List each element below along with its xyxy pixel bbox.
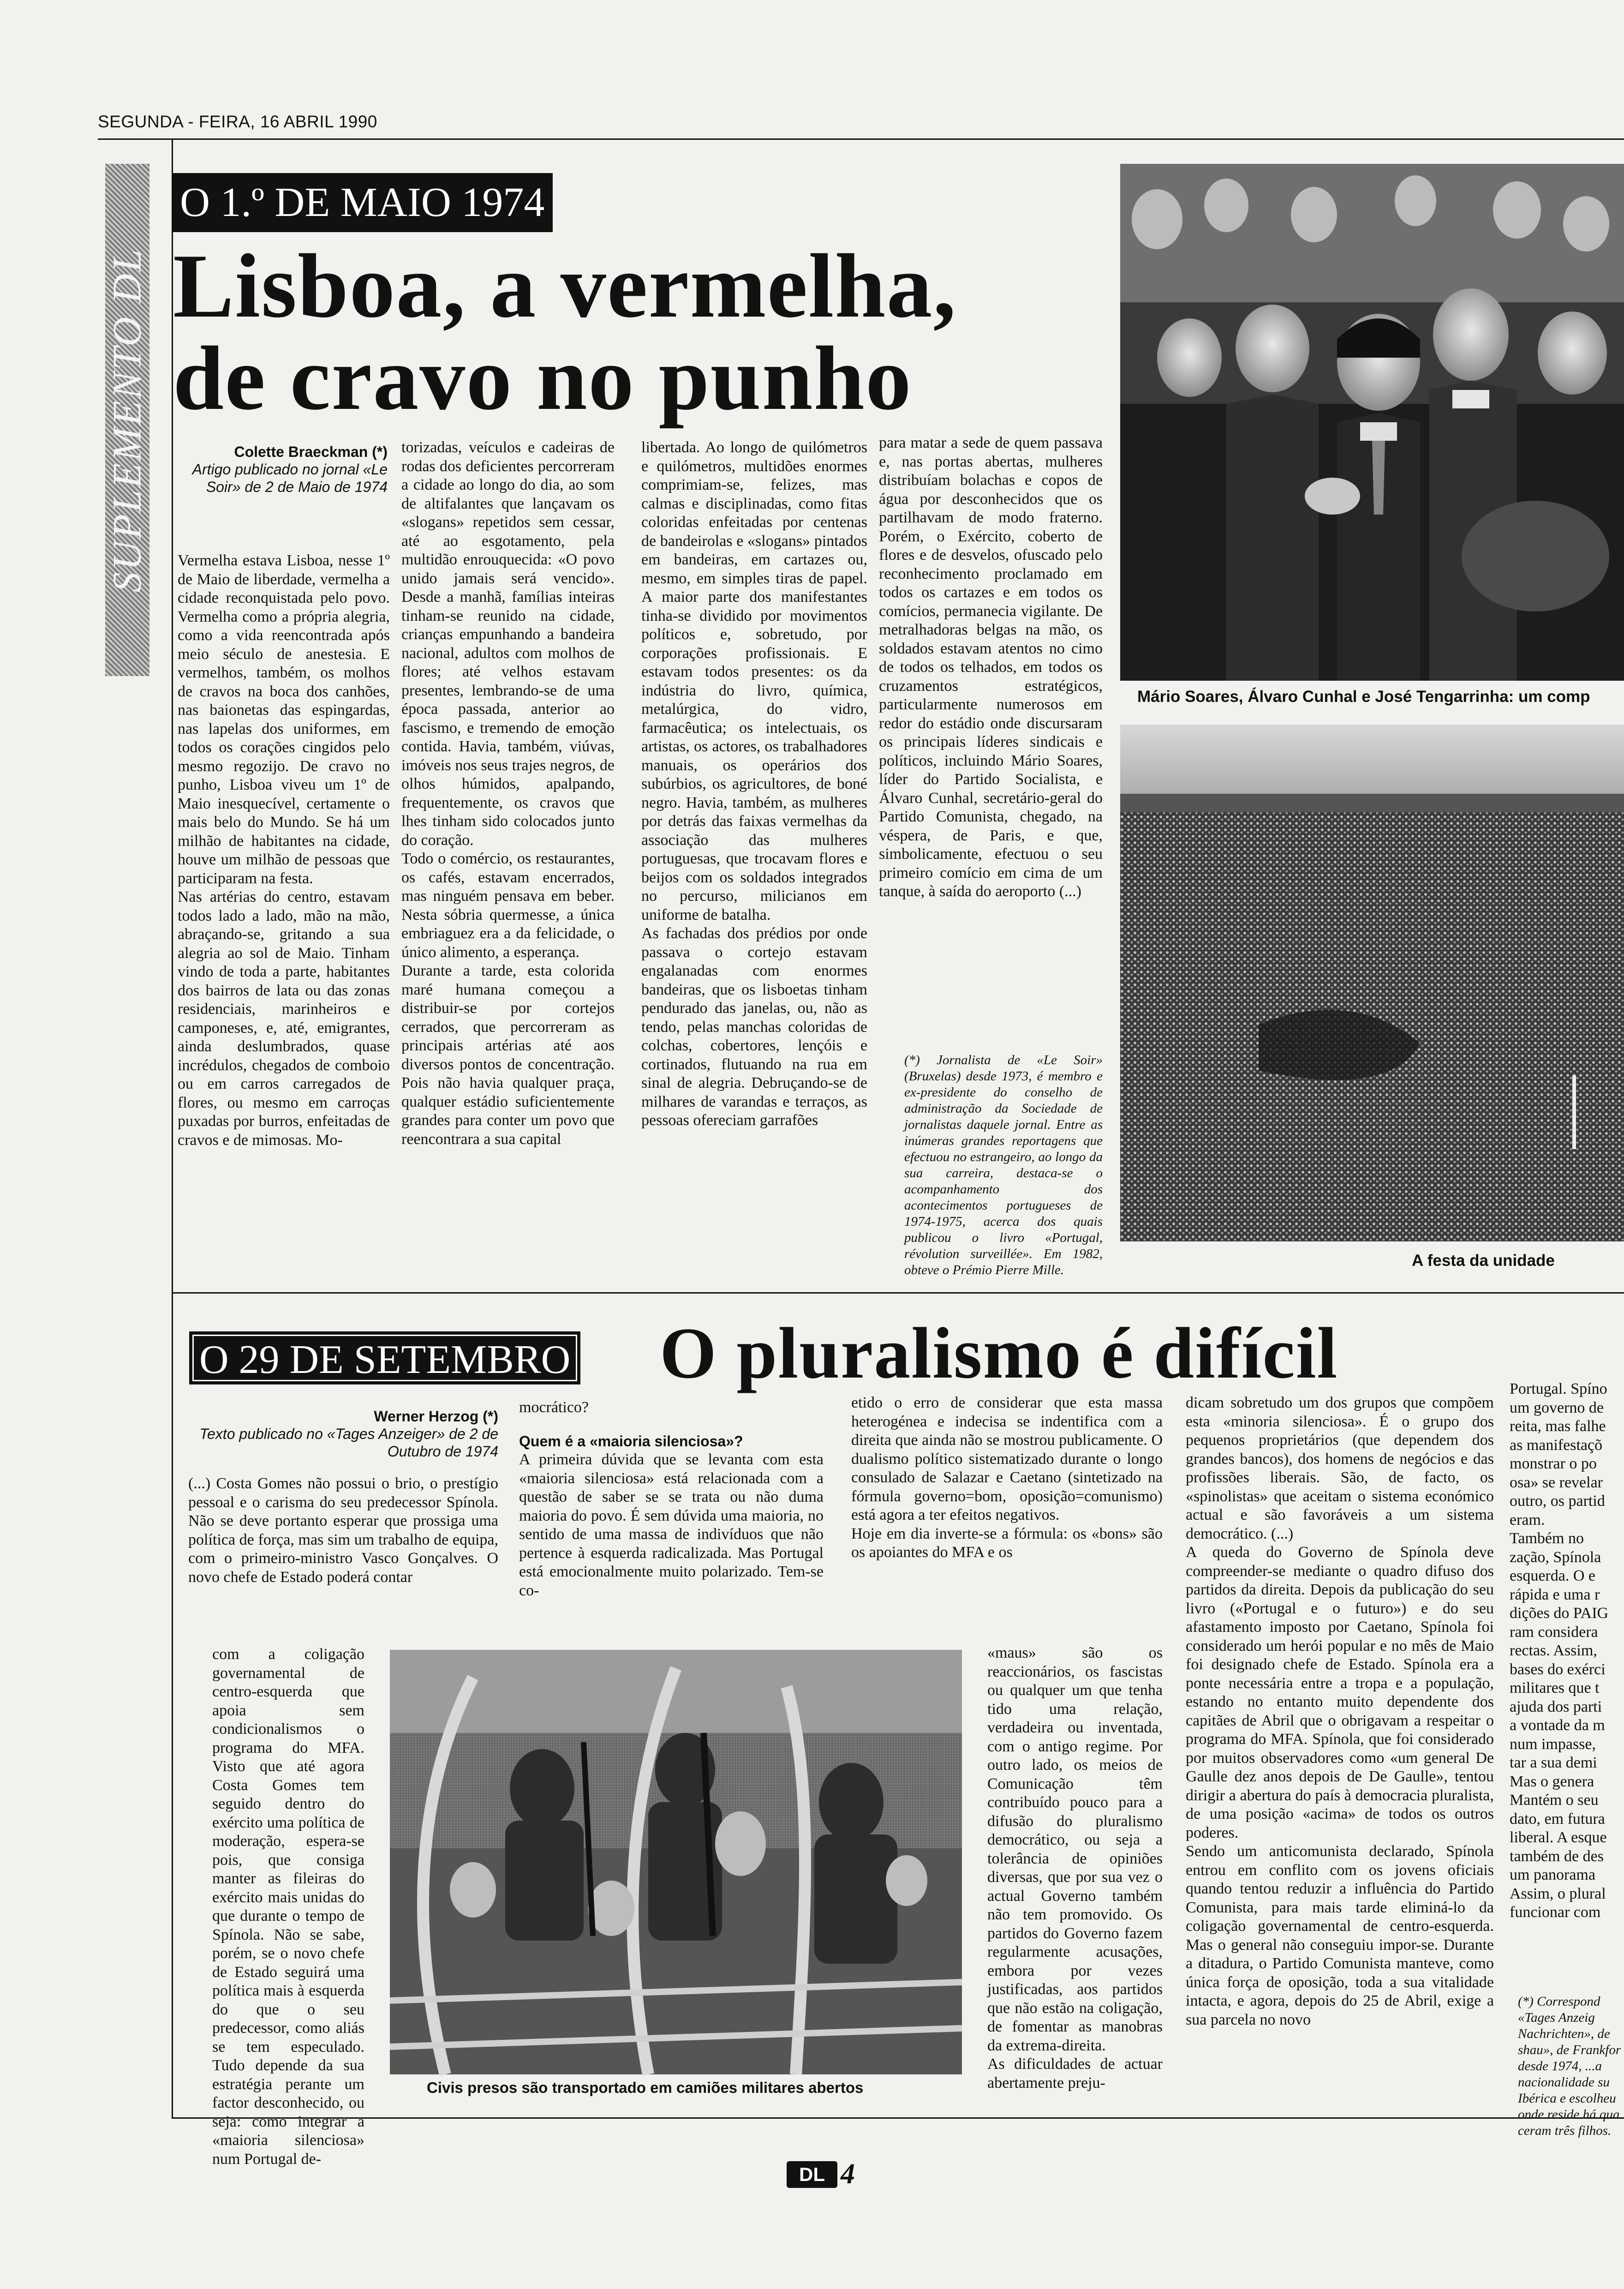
article2-col5-note [1518, 1994, 1624, 2138]
article2-col3-text: etido o erro de considerar que esta massa heterogénea e indecisa se indentifica com a direita que ainda não se mostrou publicamente. O dualismo político sistematizado durante o longo consulado de Salazar e Caetano (sintetizado na fórmula governo=bom, oposição=comunismo) está agora a ter efeitos negativos. Hoje em dia inverte-se a fórmula: os «bons» são os apoiantes do MFA e os [851, 1394, 1163, 1561]
article1-col2 [401, 438, 615, 1283]
article2-col1-top [188, 1474, 498, 1644]
frame-bottom-rule [172, 2117, 1624, 2119]
frame-left-rule [172, 138, 173, 2118]
article1-headline-line2: de cravo no punho [173, 328, 912, 429]
article2-col5-note-text: (*) Correspond «Tages Anzeig Nachrichten», de shau», de Frankfor desde 1974, ...a nacionalidade su Ibérica e escolheu onde reside há qua ceram três filhos. [1518, 1994, 1621, 2138]
date-line: SEGUNDA - FEIRA, 16 ABRIL 1990 [98, 112, 377, 131]
article2-col3b-text: «maus» são os reaccionários, os fascistas ou qualquer um que tenha tido uma relação, verdadeira ou inventada, com o antigo regime. Por outro lado, os meios de Comunicação têm contribuído pouco para a difusão do pluralismo democrático, ou seja a tolerância de opiniões diversas, que por sua vez o actual Governo também não tem promovido. Os partidos do Governo fazem regularmente acusações, embora por vezes justificadas, aos partidos que não estão na coligação, de fomentar as manobras da extrema-direita. As dificuldades de actuar abertamente preju- [987, 1644, 1163, 2091]
photo-politicians [1120, 164, 1624, 681]
article1-headline [173, 235, 1105, 429]
article2-kicker: O 29 DE SETEMBRO [189, 1331, 580, 1384]
article1-headline-line1: Lisboa, a vermelha, [173, 235, 957, 336]
article1-author: Colette Braeckman (*) [234, 443, 388, 460]
photo-crowd [1120, 725, 1624, 1241]
side-banner [105, 164, 149, 676]
article1-col3 [641, 438, 867, 1283]
article2-col5-text: Portugal. Spíno um governo de reita, mas falhe as manifestaçõ monstrar o po osa» se revelar outro, os partid eram. Também no zação, Spínola esquerda. O e rápida e uma r dições do PAIG ram considera rectas. Assim, bases do exérci militares que t ajuda dos parti a vontade da m num impasse, tar a sua demi Mas o genera Mantém o seu dato, em futura liberal. A esque também de des um panorama Assim, o plural funcionar com [1510, 1380, 1609, 1921]
page-number: 4 [841, 2158, 855, 2190]
article1-col4 [879, 434, 1103, 1034]
article2-col4 [1186, 1394, 1494, 2107]
article2-col4-text: dicam sobretudo um dos grupos que compõem esta «minoria silenciosa». É o grupo dos pequenos proprietários (que dependem dos grandes bancos), dos homens de negócios e das profissões liberais. São, de facto, os «spinolistas» que aceitam o sistema económico actual e são favoráveis a um sistema democrático. (...) A queda do Governo de Spínola deve compreender-se mediante o quadro difuso dos partidos da direita. Depois da publicação do seu livro («Portugal e o futuro») e do seu afastamento imposto por Caetano, Spínola foi considerado um herói popular e no mês de Maio foi designado chefe de Estado. Spínola era a ponte necessária entre a tropa e a população, estando no entanto muito dependente dos capitães de Abril que o obrigavam a respeitar o programa do MFA. Spínola, que foi considerado por muitos observadores como «um general De Gaulle dez anos depois de De Gaulle», tentou dirigir a abertura do país à democracia pluralista, de uma posição «acima» de todos os outros poderes. Sendo um anticomunista declarado, Spínola entrou em conflito com os jovens oficiais quando tentou reduzir a influência do Partido Comunista, para mais tarde eliminá-lo da coligação governamental de centro-esquerda. Mas o general não conseguiu impor-se. Durante a ditadura, o Partido Comunista manteve, como única força de oposição, toda a sua vitalidade intacta, e agora, depois do 25 de Abril, exige a sua parcela no novo [1186, 1394, 1494, 2028]
photo-crowd-image [1120, 725, 1624, 1241]
photo-prisoners-caption: Civis presos são transportado em camiões militares abertos [427, 2079, 864, 2096]
header-rule [98, 138, 1624, 140]
article2-col2-top: mocrático? [519, 1399, 589, 1416]
article1-footnote-text: (*) Jornalista de «Le Soir» (Bruxelas) desde 1973, é membro e ex-presidente do conselho de administração da Sociedade de jornalistas daquele jornal. Entre as inúmeras grandes reportagens que efectuou no estrangeiro, ao longo da sua carreira, destaca-se o acompanhamento dos acontecimentos portugueses de 1974-1975, acerca dos quais publicou o livro «Portugal, révolution surveillée». Em 1982, obteve o Prémio Pierre Mille. [904, 1053, 1103, 1277]
article1-col1-text: Vermelha estava Lisboa, nesse 1º de Maio de liberdade, vermelha a cidade reconquistada pelo povo. Vermelha como a própria alegria, como a vida reencontrada após meio século de anestesia. E vermelhos, também, os molhos de cravos na boca dos canhões, nas baionetas das espingardas, nas lapelas dos uniformes, em todos os corações cingidos pelo mesmo regozijo. De cravo no punho, Lisboa viveu um 1º de Maio inesquecível, certamente o mais belo do Mundo. Se há um milhão de habitantes na cidade, houve um milhão de pessoas que participaram na festa. Nas artérias do centro, estavam todos lado a lado, mão na mão, abraçando-se, gritando a sua alegria ao sol de Maio. Tinham vindo de toda a parte, habitantes dos bairros de lata ou das zonas residenciais, marinheiros e camponeses, e, até, emigrantes, ainda deslumbrados, quase incrédulos, chegados de comboio ou em carros carregados de flores, ou mesmo em carroças puxadas por burros, enfeitadas de cravos e de mimosas. Mo- [178, 552, 390, 1149]
article1-source-note: Artigo publicado no jornal «Le Soir» de 2 de Maio de 1974 [192, 461, 388, 495]
article2-subhead: Quem é a «maioria silenciosa»? [519, 1432, 743, 1450]
footer-logo: DL [787, 2161, 837, 2188]
article2-col1-top-text: (...) Costa Gomes não possui o brio, o prestígio pessoal e o carisma do seu predecessor Spínola. Não se deve portanto esperar que prossiga uma política de força, mas sim um trabalho de equipa, com o primeiro-ministro Vasco Gonçalves. O novo chefe de Estado poderá contar [188, 1475, 498, 1586]
article1-col3-text: libertada. Ao longo de quilómetros e quilómetros, multidões enormes comprimiam-se, felizes, mas calmas e disciplinadas, como fitas coloridas enfeitadas por centenas de bandeirolas e «slogans» pintados em bandeiras, em cartazes ou, mesmo, em simples tiras de papel. A maior parte dos manifestantes tinha-se dividido por movimentos políticos e, sobretudo, por corporações profissionais. E estavam todos presentes: os da indústria do livro, química, metalúrgica, do vidro, farmacêutica; os intelectuais, os artistas, os actores, os trabalhadores manuais, os operários dos subúrbios, os agricultores, de boné negro. Havia, também, as mulheres por detrás das faixas vermelhas da associação das mulheres portuguesas, que trocavam flores e beijos com os soldados integrados no percurso, milicianos em uniforme de batalha. As fachadas dos prédios por onde passava o cortejo estavam engalanadas com enormes bandeiras, que os lisboetas tinham pendurado das janelas, ou, não as tendo, pelas manchas coloridas de colchas, cobertores, lençóis e cortinados, flutuando na rua em sinal de alegria. Debruçando-se de milhares de varandas e terraços, as pessoas ofereciam garrafões [641, 439, 867, 1129]
article1-footnote [904, 1052, 1103, 1283]
article2-col3-top [851, 1394, 1163, 1643]
article1-col2-text: torizadas, veículos e cadeiras de rodas dos deficientes percorreram a cidade ao longo do dia, ao som de altifalantes que lançavam os «slogans» repetidos sem cessar, até ao esgotamento, pela multidão enrouquecida: «O povo unido jamais será vencido». Desde a manhã, famílias inteiras tinham-se reunido na cidade, crianças empunhando a bandeira nacional, adultos com molhos de flores; até velhos estavam presentes, lembrando-se de uma época passada, anterior ao fascismo, e tremendo de emoção contida. Havia, também, viúvas, imóveis nos seus trajes negros, de olhos húmidos, apalpando, frequentemente, os cravos que lhes tinham sido colocados junto do coração. Todo o comércio, os restaurantes, os cafés, estavam encerrados, mas ninguém pensava em beber. Nesta sóbria quermesse, a única embriaguez era a da felicidade, o único alimento, a esperança. Durante a tarde, esta colorida maré humana começou a distribuir-se por cortejos cerrados, que percorreram as principais artérias até aos diversos pontos de concentração. Pois não havia qualquer praça, qualquer estádio suficientemente grandes para conter um povo que reencontrara a sua capital [401, 439, 615, 1148]
article2-headline: O pluralismo é difícil [660, 1313, 1338, 1394]
photo-politicians-caption: Mário Soares, Álvaro Cunhal e José Tengarrinha: um comp [1137, 688, 1590, 706]
article2-col1-bottom [212, 1645, 364, 2168]
article1-col1 [178, 551, 390, 1283]
article2-author: Werner Herzog (*) [374, 1408, 498, 1425]
photo-politicians-image [1120, 164, 1624, 681]
photo-crowd-caption: A festa da unidade [1412, 1252, 1555, 1270]
photo-prisoners [390, 1650, 962, 2074]
article2-byline [185, 1408, 498, 1460]
article1-kicker: O 1.º DE MAIO 1974 [172, 173, 553, 232]
photo-prisoners-image [390, 1650, 962, 2074]
article2-col3-bottom [987, 1644, 1163, 2105]
article1-col4-text: para matar a sede de quem passava e, nas portas abertas, mulheres distribuíam bolachas e copos de água por desconhecidos que os partilhavam de modo fraterno. Porém, o Exército, coberto de flores e de desvelos, ofuscado pelo reconhecimento proclamado em todos os cartazes e em todos os comícios, permanecia vigilante. De metralhadoras belgas na mão, os soldados estavam atentos no cimo de todos os telhados, em todos os cruzamentos estratégicos, particularmente numerosos em redor do estádio onde discursaram os principais líderes sindicais e políticos, incluindo Mário Soares, líder do Partido Socialista, e Álvaro Cunhal, secretário-geral do Partido Comunista, chegado, na véspera, de Paris, e que, simbolicamente, efectuou o seu primeiro comício em cima de um tanque, à saída do aeroporto (...) [879, 434, 1103, 900]
article2-col2 [519, 1398, 824, 1643]
article2-col1-bottom-text: com a coligação governamental de centro-esquerda que apoia sem condicionalismos o programa do MFA. Visto que até agora Costa Gomes tem seguido dentro do exército uma política de moderação, espera-se pois, que consiga manter as fileiras do exército mais unidas do que durante o tempo de Spínola. Não se sabe, porém, se o novo chefe de Estado seguirá uma política mais à esquerda do que o seu predecessor, como aliás se tem especulado. Tudo depende da sua estratégia perante um factor desconhecido, ou seja: como integrar a «maioria silenciosa» num Portugal de- [212, 1646, 364, 2168]
side-banner-text: SUPLEMENTO DL [105, 247, 150, 593]
article1-byline [173, 443, 388, 496]
article2-col5 [1510, 1380, 1624, 1998]
article2-source-note: Texto publicado no «Tages Anzeiger» de 2 de Outubro de 1974 [199, 1426, 498, 1460]
section-divider [173, 1292, 1624, 1294]
article2-col2-body: A primeira dúvida que se levanta com esta «maioria silenciosa» está relacionada com a questão de saber se se trata ou não duma maioria do povo. É sem dúvida uma maioria, no sentido de uma massa de indivíduos que não pertence à esquerda radicalizada. Mas Portugal está emocionalmente muito polarizado. Tem-se co- [519, 1451, 824, 1599]
